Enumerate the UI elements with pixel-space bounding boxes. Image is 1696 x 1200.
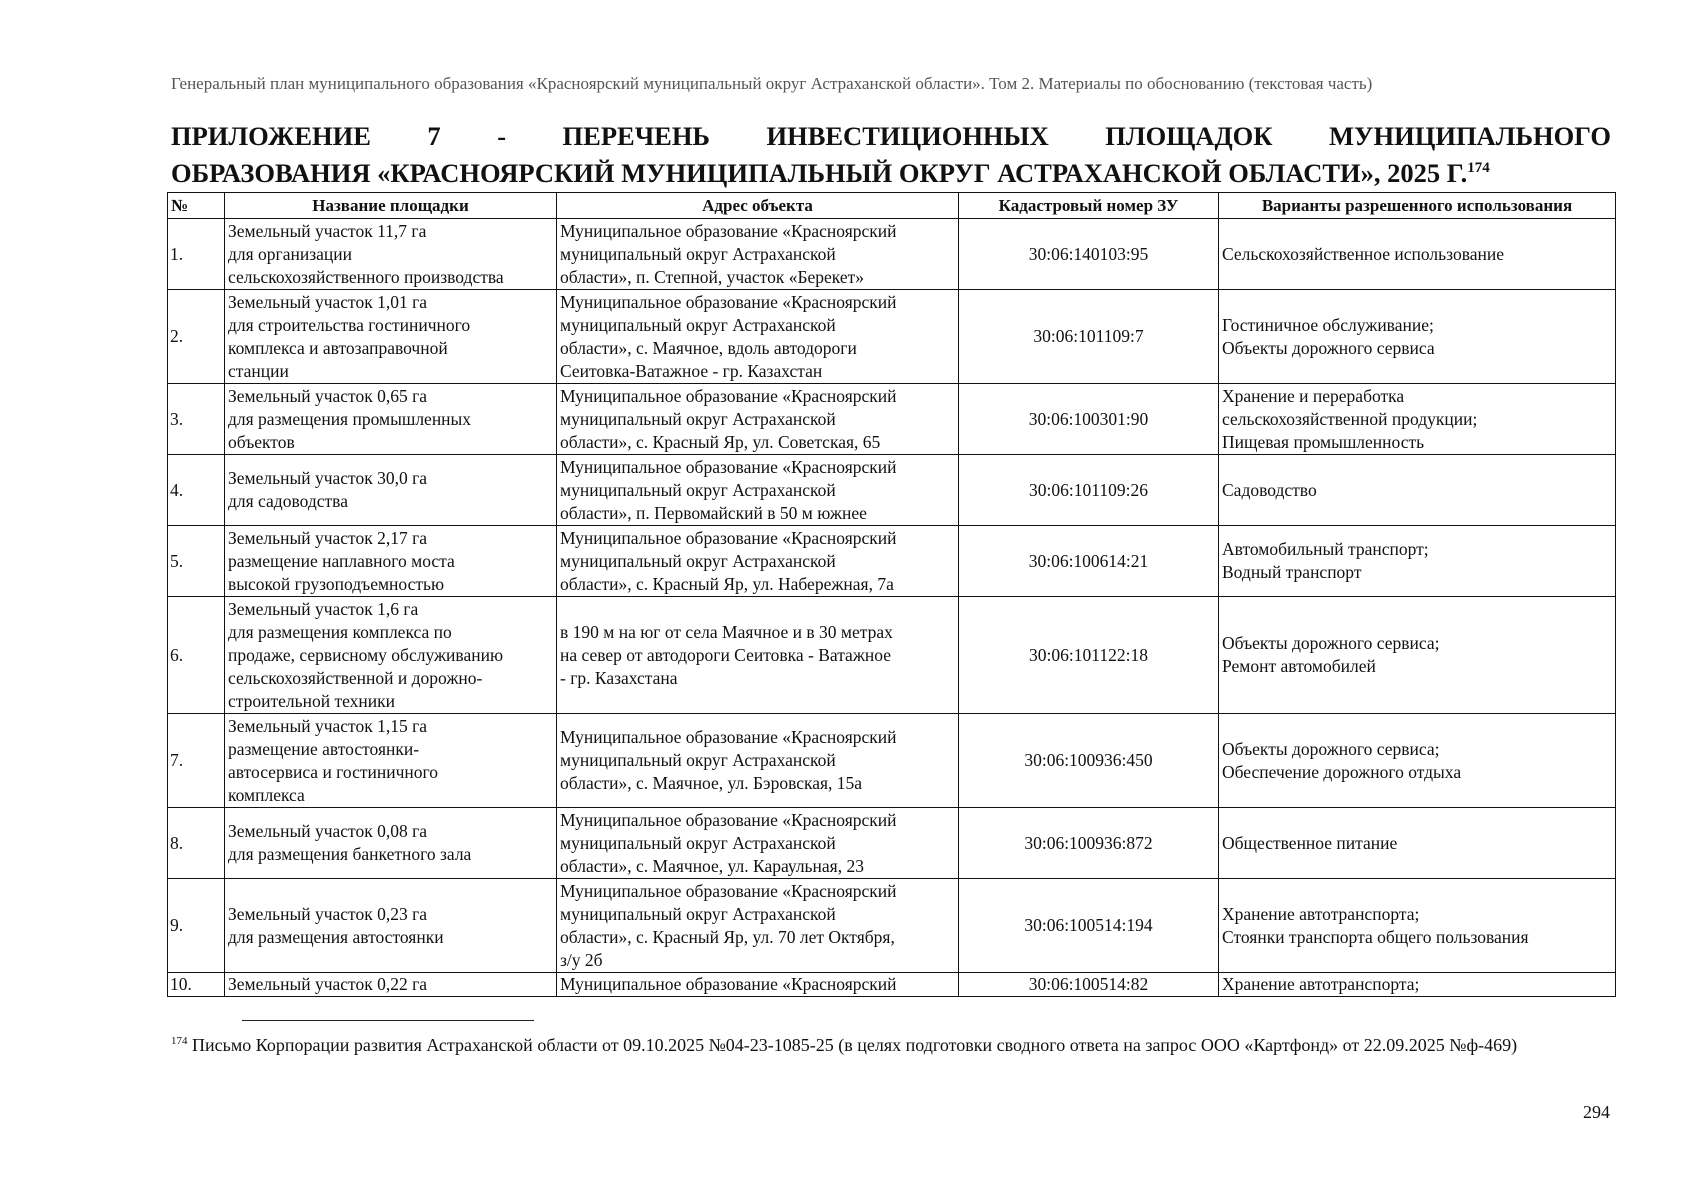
cell-name: Земельный участок 2,17 га размещение наплавного моста высокой грузоподъемностью bbox=[225, 526, 557, 597]
page-number: 294 bbox=[1583, 1102, 1610, 1122]
cell-cadastral: 30:06:100514:82 bbox=[959, 973, 1219, 997]
table-row bbox=[168, 808, 1616, 879]
header-cadastral: Кадастровый номер ЗУ bbox=[959, 193, 1219, 219]
cell-num: 4. bbox=[168, 455, 225, 526]
title-footnote-ref: 174 bbox=[1467, 160, 1490, 177]
cell-usage: Садоводство bbox=[1219, 455, 1616, 526]
cell-address: Муниципальное образование «Красноярский муниципальный округ Астраханской области», с. Красный Яр, ул. 70 лет Октября, з/у 2б bbox=[557, 879, 959, 973]
footnote bbox=[171, 1032, 1611, 1059]
cell-address: в 190 м на юг от села Маячное и в 30 метрах на север от автодороги Сеитовка - Ватажное - гр. Казахстана bbox=[557, 597, 959, 714]
table-row bbox=[168, 219, 1616, 290]
header-name: Название площадки bbox=[225, 193, 557, 219]
footnote-divider bbox=[242, 1020, 534, 1021]
cell-num: 10. bbox=[168, 973, 225, 997]
cell-num: 2. bbox=[168, 290, 225, 384]
cell-usage: Гостиничное обслуживание; Объекты дорожного сервиса bbox=[1219, 290, 1616, 384]
cell-usage: Хранение автотранспорта; bbox=[1219, 973, 1616, 997]
cell-cadastral: 30:06:100301:90 bbox=[959, 384, 1219, 455]
cell-usage: Автомобильный транспорт; Водный транспорт bbox=[1219, 526, 1616, 597]
page-title bbox=[171, 118, 1611, 192]
cell-name: Земельный участок 30,0 га для садоводства bbox=[225, 455, 557, 526]
cell-usage: Объекты дорожного сервиса; Ремонт автомобилей bbox=[1219, 597, 1616, 714]
table-row bbox=[168, 455, 1616, 526]
cell-name: Земельный участок 11,7 га для организации сельскохозяйственного производства bbox=[225, 219, 557, 290]
cell-num: 1. bbox=[168, 219, 225, 290]
header-num: № bbox=[168, 193, 225, 219]
table-header-row bbox=[168, 193, 1616, 219]
cell-address: Муниципальное образование «Красноярский муниципальный округ Астраханской области», с. Маячное, вдоль автодороги Сеитовка-Ватажное - гр. Казахстан bbox=[557, 290, 959, 384]
cell-name: Земельный участок 0,23 га для размещения автостоянки bbox=[225, 879, 557, 973]
cell-num: 6. bbox=[168, 597, 225, 714]
cell-usage: Общественное питание bbox=[1219, 808, 1616, 879]
header-usage: Варианты разрешенного использования bbox=[1219, 193, 1616, 219]
cell-cadastral: 30:06:101109:7 bbox=[959, 290, 1219, 384]
cell-address: Муниципальное образование «Красноярский муниципальный округ Астраханской области», с. Красный Яр, ул. Набережная, 7а bbox=[557, 526, 959, 597]
table-row bbox=[168, 714, 1616, 808]
cell-cadastral: 30:06:101122:18 bbox=[959, 597, 1219, 714]
cell-cadastral: 30:06:100936:872 bbox=[959, 808, 1219, 879]
cell-usage: Хранение и переработка сельскохозяйственной продукции; Пищевая промышленность bbox=[1219, 384, 1616, 455]
cell-name: Земельный участок 0,22 га bbox=[225, 973, 557, 997]
cell-name: Земельный участок 0,08 га для размещения банкетного зала bbox=[225, 808, 557, 879]
table-body bbox=[168, 219, 1616, 997]
cell-cadastral: 30:06:100936:450 bbox=[959, 714, 1219, 808]
cell-address: Муниципальное образование «Красноярский bbox=[557, 973, 959, 997]
footnote-marker: 174 bbox=[171, 1035, 188, 1047]
cell-address: Муниципальное образование «Красноярский муниципальный округ Астраханской области», с. Красный Яр, ул. Советская, 65 bbox=[557, 384, 959, 455]
table-row bbox=[168, 384, 1616, 455]
header-address: Адрес объекта bbox=[557, 193, 959, 219]
table-row bbox=[168, 973, 1616, 997]
cell-name: Земельный участок 1,6 га для размещения комплекса по продаже, сервисному обслуживанию сельскохозяйственной и дорожно- строительной техники bbox=[225, 597, 557, 714]
cell-cadastral: 30:06:100514:194 bbox=[959, 879, 1219, 973]
cell-num: 8. bbox=[168, 808, 225, 879]
cell-address: Муниципальное образование «Красноярский муниципальный округ Астраханской области», п. Степной, участок «Берекет» bbox=[557, 219, 959, 290]
cell-cadastral: 30:06:140103:95 bbox=[959, 219, 1219, 290]
cell-name: Земельный участок 0,65 га для размещения промышленных объектов bbox=[225, 384, 557, 455]
table-row bbox=[168, 879, 1616, 973]
cell-address: Муниципальное образование «Красноярский муниципальный округ Астраханской области», п. Первомайский в 50 м южнее bbox=[557, 455, 959, 526]
title-line-2-text: ОБРАЗОВАНИЯ «КРАСНОЯРСКИЙ МУНИЦИПАЛЬНЫЙ ОКРУГ АСТРАХАНСКОЙ ОБЛАСТИ», 2025 Г. bbox=[171, 158, 1468, 188]
investment-sites-table bbox=[167, 192, 1616, 997]
title-line-2 bbox=[171, 155, 1611, 192]
cell-address: Муниципальное образование «Красноярский муниципальный округ Астраханской области», с. Маячное, ул. Бэровская, 15а bbox=[557, 714, 959, 808]
cell-name: Земельный участок 1,01 га для строительства гостиничного комплекса и автозаправочной станции bbox=[225, 290, 557, 384]
footnote-text: Письмо Корпорации развития Астраханской области от 09.10.2025 №04-23-1085-25 (в целях подготовки сводного ответа на запрос ООО «Картфонд» от 22.09.2025 №ф-469) bbox=[187, 1035, 1518, 1055]
cell-cadastral: 30:06:100614:21 bbox=[959, 526, 1219, 597]
running-header: Генеральный план муниципального образования «Красноярский муниципальный округ Астраханской области». Том 2. Материалы по обоснованию (текстовая часть) bbox=[171, 74, 1373, 93]
cell-num: 3. bbox=[168, 384, 225, 455]
cell-usage: Хранение автотранспорта; Стоянки транспорта общего пользования bbox=[1219, 879, 1616, 973]
cell-num: 7. bbox=[168, 714, 225, 808]
cell-num: 9. bbox=[168, 879, 225, 973]
title-line-1: ПРИЛОЖЕНИЕ 7 - ПЕРЕЧЕНЬ ИНВЕСТИЦИОННЫХ ПЛОЩАДОК МУНИЦИПАЛЬНОГО bbox=[171, 121, 1611, 151]
table-row bbox=[168, 597, 1616, 714]
cell-usage: Объекты дорожного сервиса; Обеспечение дорожного отдыха bbox=[1219, 714, 1616, 808]
table-row bbox=[168, 290, 1616, 384]
cell-address: Муниципальное образование «Красноярский муниципальный округ Астраханской области», с. Маячное, ул. Караульная, 23 bbox=[557, 808, 959, 879]
cell-cadastral: 30:06:101109:26 bbox=[959, 455, 1219, 526]
cell-name: Земельный участок 1,15 га размещение автостоянки- автосервиса и гостиничного комплекса bbox=[225, 714, 557, 808]
table-row bbox=[168, 526, 1616, 597]
cell-num: 5. bbox=[168, 526, 225, 597]
cell-usage: Сельскохозяйственное использование bbox=[1219, 219, 1616, 290]
